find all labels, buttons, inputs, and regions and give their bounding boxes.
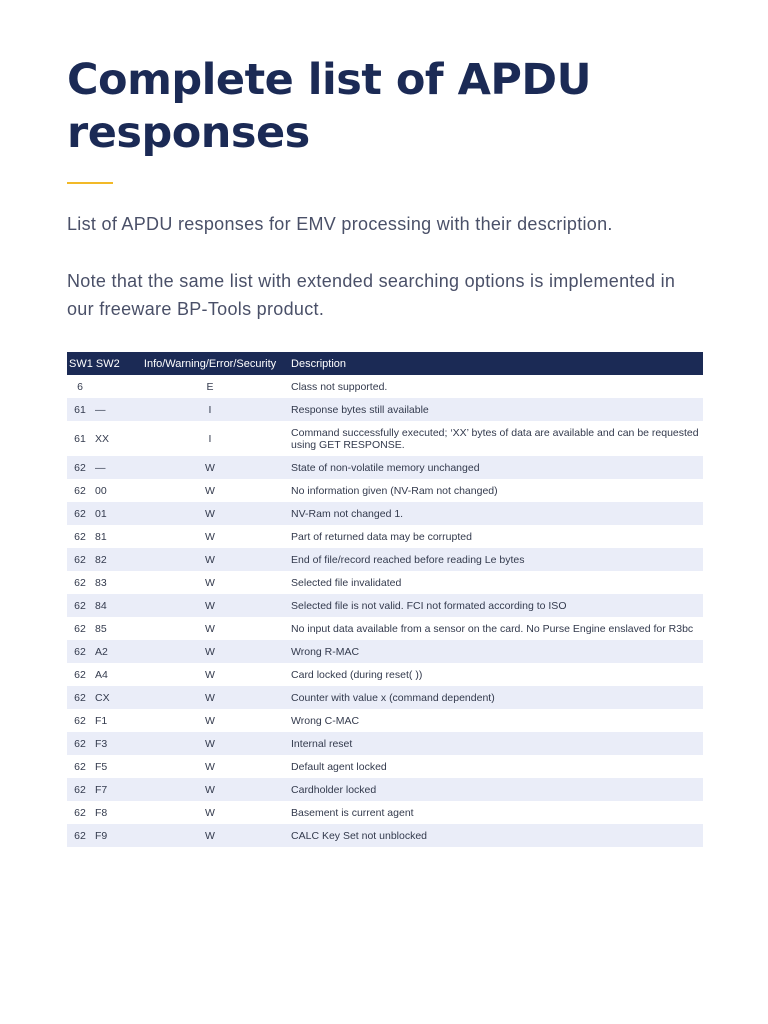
cell-description: Internal reset xyxy=(291,737,353,750)
cell-type: W xyxy=(205,599,215,612)
cell-type: E xyxy=(206,380,214,393)
cell-description: Part of returned data may be corrupted xyxy=(291,530,472,543)
cell-sw2: XX xyxy=(95,432,110,445)
cell-sw2: F8 xyxy=(95,806,108,819)
cell-description: End of file/record reached before reading Le bytes xyxy=(291,553,525,566)
cell-type: W xyxy=(205,806,215,819)
cell-description: Basement is current agent xyxy=(291,806,414,819)
table-body xyxy=(67,375,703,847)
cell-sw2: 83 xyxy=(95,576,107,589)
cell-sw1: 62 xyxy=(74,783,86,796)
cell-description: Selected file is not valid. FCI not formated according to ISO xyxy=(291,599,567,612)
cell-sw1: 6 xyxy=(77,380,83,393)
cell-sw1: 62 xyxy=(74,714,86,727)
cell-sw1: 62 xyxy=(74,576,86,589)
cell-sw2: F7 xyxy=(95,783,108,796)
cell-sw2: A4 xyxy=(95,668,108,681)
cell-description: Command successfully executed; ‘XX’ bytes of data are available and can be requested using GET RESPONSE. xyxy=(291,426,699,451)
cell-type: W xyxy=(205,553,215,566)
cell-sw2: 82 xyxy=(95,553,107,566)
table-row xyxy=(67,801,703,824)
cell-type: W xyxy=(205,576,215,589)
cell-sw1: 62 xyxy=(74,668,86,681)
cell-sw2: 81 xyxy=(95,530,107,543)
cell-sw2: F9 xyxy=(95,829,108,842)
cell-sw1: 62 xyxy=(74,599,86,612)
article xyxy=(67,0,703,842)
cell-sw2: F5 xyxy=(95,760,108,773)
table-row xyxy=(67,456,703,479)
table-row xyxy=(67,640,703,663)
cell-description: No information given (NV-Ram not changed) xyxy=(291,484,498,497)
cell-sw1: 62 xyxy=(74,507,86,520)
cell-type: W xyxy=(205,737,215,750)
cell-description: Class not supported. xyxy=(291,380,388,393)
cell-description: No input data available from a sensor on the card. No Purse Engine enslaved for R3bc xyxy=(291,622,694,635)
cell-type: W xyxy=(205,760,215,773)
cell-type: W xyxy=(205,507,215,520)
cell-sw1: 61 xyxy=(74,432,86,445)
table-row xyxy=(67,686,703,709)
table-row xyxy=(67,824,703,847)
cell-type: W xyxy=(205,829,215,842)
table-row xyxy=(67,709,703,732)
cell-type: W xyxy=(205,783,215,796)
table-row xyxy=(67,617,703,640)
cell-description: Wrong R-MAC xyxy=(291,645,360,658)
cell-type: I xyxy=(208,403,212,416)
cell-sw2: 84 xyxy=(95,599,107,612)
cell-description: Counter with value x (command dependent) xyxy=(291,691,495,704)
cell-sw1: 62 xyxy=(74,530,86,543)
cell-type: W xyxy=(205,530,215,543)
cell-sw1: 62 xyxy=(74,553,86,566)
apdu-responses-table xyxy=(67,352,703,847)
table-row xyxy=(67,663,703,686)
cell-sw1: 62 xyxy=(74,760,86,773)
table-row xyxy=(67,732,703,755)
cell-sw1: 62 xyxy=(74,829,86,842)
cell-description: Wrong C-MAC xyxy=(291,714,360,727)
cell-type: W xyxy=(205,668,215,681)
table-row xyxy=(67,755,703,778)
cell-type: W xyxy=(205,622,215,635)
table-header xyxy=(67,352,703,375)
header-sw1-sw2: SW1 SW2 xyxy=(69,357,120,370)
cell-description: Cardholder locked xyxy=(291,783,377,796)
table-header-row xyxy=(67,352,703,375)
note-paragraph: Note that the same list with extended searching options is implemented in our freeware BP-Tools product. xyxy=(67,271,676,319)
cell-sw2: F1 xyxy=(95,714,108,727)
table-row xyxy=(67,375,703,398)
cell-sw2: 85 xyxy=(95,622,107,635)
cell-sw1: 62 xyxy=(74,806,86,819)
table-row xyxy=(67,421,703,456)
cell-type: W xyxy=(205,691,215,704)
table-row xyxy=(67,594,703,617)
cell-type: W xyxy=(205,484,215,497)
cell-sw2: F3 xyxy=(95,737,108,750)
cell-sw2: CX xyxy=(95,691,110,704)
cell-sw2 xyxy=(93,375,135,398)
cell-description: Selected file invalidated xyxy=(291,576,402,589)
cell-sw1: 62 xyxy=(74,461,86,474)
table-row xyxy=(67,479,703,502)
cell-description: Card locked (during reset( )) xyxy=(291,668,423,681)
table-row xyxy=(67,571,703,594)
cell-sw1: 62 xyxy=(74,645,86,658)
cell-sw2: 01 xyxy=(95,507,107,520)
cell-type: W xyxy=(205,645,215,658)
title-accent-divider xyxy=(67,182,113,184)
cell-sw2: 00 xyxy=(95,484,107,497)
cell-sw2: — xyxy=(95,403,106,416)
cell-sw1: 62 xyxy=(74,691,86,704)
cell-sw1: 61 xyxy=(74,403,86,416)
cell-type: I xyxy=(208,432,212,445)
header-type: Info/Warning/Error/Security xyxy=(143,357,277,370)
table-row xyxy=(67,398,703,421)
header-description: Description xyxy=(291,357,347,370)
cell-sw2: A2 xyxy=(95,645,108,658)
cell-sw2: — xyxy=(95,461,106,474)
cell-sw1: 62 xyxy=(74,737,86,750)
cell-description: State of non-volatile memory unchanged xyxy=(291,461,480,474)
cell-sw1: 62 xyxy=(74,622,86,635)
cell-description: NV-Ram not changed 1. xyxy=(291,507,404,520)
page-title: Complete list of APDU responses xyxy=(67,55,591,158)
table-row xyxy=(67,525,703,548)
table-row xyxy=(67,548,703,571)
cell-description: Response bytes still available xyxy=(291,403,429,416)
cell-type: W xyxy=(205,714,215,727)
table-row xyxy=(67,502,703,525)
cell-type: W xyxy=(205,461,215,474)
table-row xyxy=(67,778,703,801)
cell-sw1: 62 xyxy=(74,484,86,497)
cell-description: Default agent locked xyxy=(291,760,387,773)
lead-paragraph: List of APDU responses for EMV processing with their description. xyxy=(67,214,613,234)
cell-description: CALC Key Set not unblocked xyxy=(291,829,428,842)
